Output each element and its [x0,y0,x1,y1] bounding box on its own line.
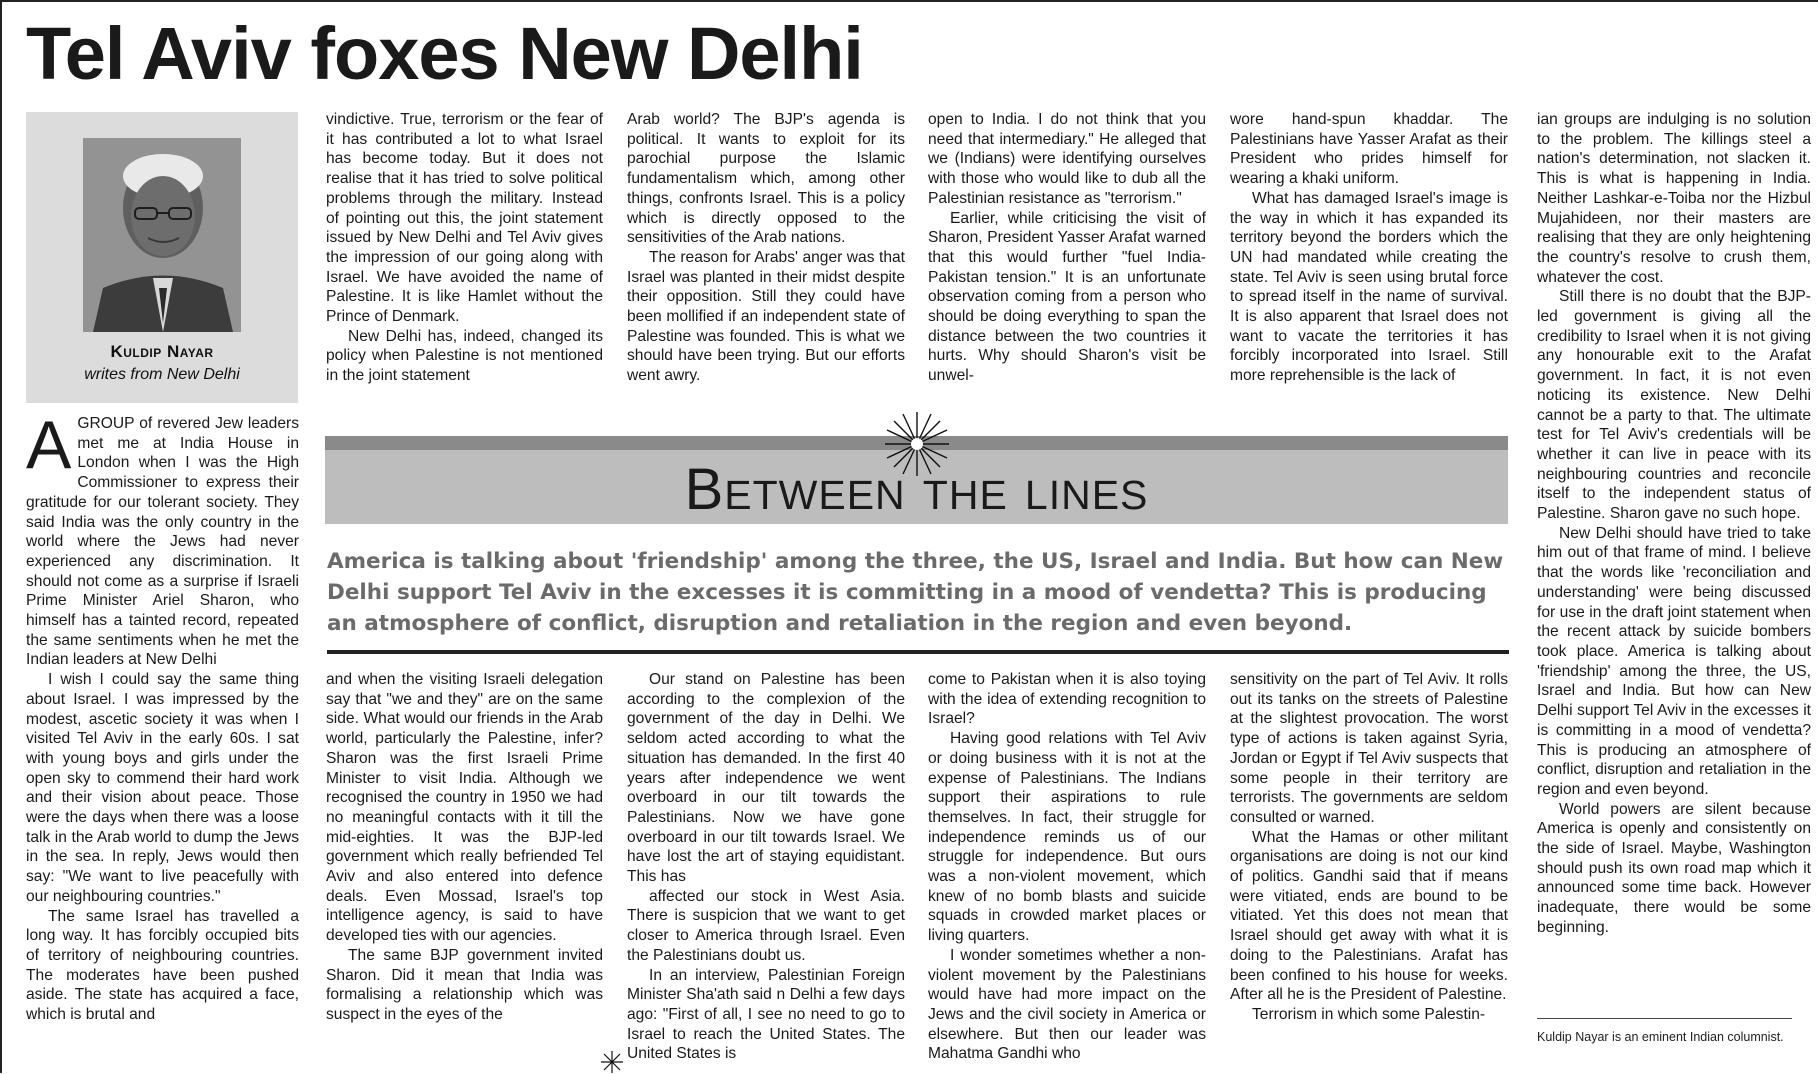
col2-top-paragraph-1: vindictive. True, terrorism or the fear of it has contributed a lot to what Israel has become today. But it does not realise that it has tried to solve political problems through the military. Instead of pointing out this, the joint statement issued by New Delhi and Tel Aviv gives the impression of our going along with Israel. We have avoided the name of Palestine. It is like Hamlet without the Prince of Denmark. [326,111,603,326]
author-photo [83,138,241,332]
col3-top-paragraph-2: The reason for Arabs' anger was that Israel was planted in their midst despite their opposition. Still they could have been mollified if an independent state of Palestine was founded. This is what we should have been trying. But our efforts went awry. [627,248,905,385]
col5-top-paragraph-1: wore hand-spun khaddar. The Palestinians have Yasser Arafat as their President who prides himself for wearing a khaki uniform. [1230,111,1508,188]
pull-quote-rule [327,650,1509,654]
section-title: Between the lines [684,457,1149,522]
byline-box [26,112,298,403]
top-rule [0,0,1818,2]
column-4-top [928,110,1206,386]
col1-paragraph-3: The same Israel has travelled a long way. It has forcibly occupied bits of territory of neighbouring countries. The moderates have been pushed aside. The state has acquired a face, which is brutal and [26,907,299,1024]
col4-top-paragraph-1: open to India. I do not think that you need that intermediary." He alleged that we (Indians) were identifying ourselves with those who would like to dub all the Palestinian resistance as "terrorism." [928,111,1206,207]
column-5-top [1230,110,1508,386]
small-star-icon [600,1050,624,1074]
col4-top-paragraph-2: Earlier, while criticising the visit of Sharon, President Yasser Arafat warned that this would further "fuel India-Pakistan tension." It is an unfortunate observation coming from a person who should be doing everything to span the distance between the two countries it hurts. Why should Sharon's visit be unwel- [928,209,1206,385]
col2-bottom-paragraph-1: and when the visiting Israeli delegation say that "we and they" are on the same side. What would our friends in the Arab world, particularly the Palestine, infer? Sharon was the first Israeli Prime Minister to visit India. Although we recognised the country in 1950 we had no meaningful contacts with it till the mid-eighties. It was the BJP-led government which really befriended Tel Aviv and also entered into defence deals. Even Mossad, Israel's top intelligence agency, is said to have developed ties with our agencies. [326,671,603,945]
col5-bottom-paragraph-1: sensitivity on the part of Tel Aviv. It rolls out its tanks on the streets of Palestine at the slightest provocation. The worst type of actions is taken against Syria, Jordan or Egypt if Tel Aviv suspects that some people in their territory are terrorists. The governments are seldom consulted or warned. [1230,671,1508,826]
author-footnote: Kuldip Nayar is an eminent Indian columnist. [1537,1030,1784,1044]
column-6 [1537,110,1811,938]
col3-bottom-paragraph-2: affected our stock in West Asia. There is suspicion that we want to get closer to America through Israel. Even the Palestinians doubt us. [627,887,905,964]
author-name: Kuldip Nayar [110,342,214,361]
column-1 [26,407,299,1025]
col4-bottom-paragraph-1: come to Pakistan when it is also toying with the idea of extending recognition to Israel? [928,671,1206,728]
column-3-top [627,110,905,386]
byline-subtitle: writes from New Delhi [84,366,240,383]
col6-paragraph-3: New Delhi should have tried to take him out of that frame of mind. I believe that the words like 'reconciliation and understanding' were being discussed for use in the draft joint statement when the recent attack by suicide bombers took place. America is talking about 'friendship' among the three, the US, Israel and India. But how can New Delhi support Tel Aviv in the excesses it is committing in a mood of vendetta? This is producing an atmosphere of conflict, disruption and retaliation in the region and even beyond. [1537,524,1811,798]
footnote-rule [1537,1018,1792,1019]
headline: Tel Aviv foxes New Delhi [26,12,863,95]
starburst-icon [883,410,951,478]
col1-paragraph-2: I wish I could say the same thing about Israel. I was impressed by the modest, ascetic society it was when I visited Tel Aviv in the early 60s. I sat with young boys and girls under the open sky to commend their hard work and their vision about peace. Those were the days when there was a loose talk in the Arab world to dump the Jews in the sea. In reply, Jews would then say: "We want to live peacefully with our neighbouring countries." [26,671,299,905]
col3-bottom-paragraph-3: In an interview, Palestinian Foreign Minister Sha'ath said n Delhi a few days ago: "First of all, I see no need to go to Israel to reach the United States. The United States is [627,966,905,1063]
col2-top-paragraph-2: New Delhi has, indeed, changed its policy when Palestine is not mentioned in the joint statement [326,327,603,385]
column-2-top [326,110,603,386]
col6-paragraph-4: World powers are silent because America is openly and consistently on the side of Israel. Maybe, Washington should push its own road map which it announced some time back. However inadequate, there would be some beginning. [1537,800,1811,936]
col3-bottom-paragraph-1: Our stand on Palestine has been according to the complexion of the government of the day in Delhi. We seldom acted according to what the situation has demanded. In the first 40 years after independence we went overboard in our tilt towards the Palestinians. Now we have gone overboard in our tilt towards Israel. We have lost the art of staying equidistant. This has [627,671,905,886]
col5-bottom-paragraph-3: Terrorism in which some Palestin- [1252,1005,1486,1023]
col4-bottom-paragraph-2: Having good relations with Tel Aviv or doing business with it is not at the expense of Palestinians. The Indians support their aspirations to rule themselves. In fact, their struggle for independence reminds us of our struggle for independence. But ours was a non-violent movement, which knew of no bomb blasts and suicide squads in crowded market places or living quarters. [928,730,1206,945]
pull-quote: America is talking about 'friendship' among the three, the US, Israel and India. But how can New Delhi support Tel Aviv in the excesses it is committing in a mood of vendetta? This is producing an atmosphere of conflict, disruption and retaliation in the region and even beyond. [327,549,1504,636]
col6-paragraph-1: ian groups are indulging is no solution to the problem. The killings steel a nation's determination, not slacken it. This is what is happening in India. Neither Lashkar-e-Toiba nor the Hizbul Mujahideen, nor their masters are realising that they are only heightening the country's resolve to crush them, whatever the cost. [1537,111,1811,286]
column-3-bottom [627,670,905,1064]
column-2-bottom [326,670,603,1025]
col5-top-paragraph-2: What has damaged Israel's image is the way in which it has expanded its territory beyond the borders which the UN had mandated while creating the state. Tel Aviv is seen using brutal force to spread itself in the name of survival. It is also apparent that Israel does not want to vacate the territories it has forcibly incorporated into Israel. Still more reprehensible is the lack of [1230,189,1508,385]
col4-bottom-paragraph-3: I wonder sometimes whether a non-violent movement by the Palestinians would have had more impact on the Jews and the civil society in America or elsewhere. But then our leader was Mahatma Gandhi who [928,946,1206,1063]
drop-cap: A [26,407,72,483]
col2-bottom-paragraph-2: The same BJP government invited Sharon. Did it mean that India was formalising a relationship which was suspect in the eyes of the [326,946,603,1023]
col1-p1-text: GROUP of revered Jew leaders met me at India House in London when I was the High Commissioner to express their gratitude for our tolerant society. They said India was the only country in the world where the Jews had never experienced any discrimination. It should not come as a surprise if Israeli Prime Minister Ariel Sharon, who himself has a tainted record, repeated the same sentiments when he met the Indian leaders at New Delhi [26,415,299,669]
col1-paragraph-1 [26,407,299,670]
col5-bottom-paragraph-2: What the Hamas or other militant organisations are doing is not our kind of politics. Gandhi said that if means were vitiated, ends are bound to be vitiated. Yet this does not mean that Israel should get away with what it is doing to the Palestinians. Arafat has been confined to his house for weeks. After all he is the President of Palestine. [1230,828,1508,1004]
col6-paragraph-2: Still there is no doubt that the BJP-led government is giving all the credibility to Israel when it is not giving any honourable exit to the Arafat government. In fact, it is not even noticing its existence. New Delhi cannot be a party to that. The ultimate test for Tel Aviv's credentials will be whether it can live in peace with its neighbouring countries and reconcile itself to the independent status of Palestine. Sharon gave no such hope. [1537,288,1811,523]
column-4-bottom [928,670,1206,1064]
left-rule [0,0,2,1073]
col3-top-paragraph-1: Arab world? The BJP's agenda is political. It wants to exploit for its parochial purpose the Islamic fundamentalism which, among other things, confronts Israel. This is a policy which is directly opposed to the sensitivities of the Arab nations. [627,111,905,247]
column-5-bottom [1230,670,1508,1025]
